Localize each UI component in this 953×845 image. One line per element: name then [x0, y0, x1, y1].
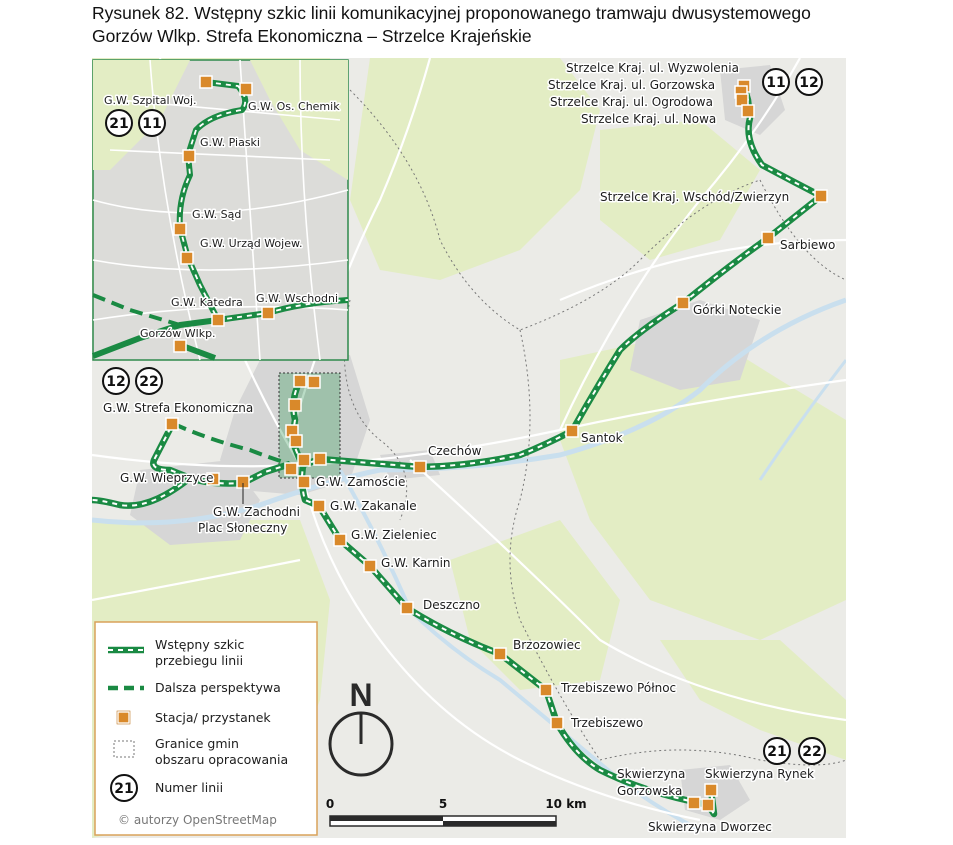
stop-inset-sad: [174, 223, 186, 235]
stop-inset-gorzow: [174, 340, 186, 352]
stop-gorki-noteckie: [677, 297, 689, 309]
legend-stop-swatch: [118, 712, 129, 723]
label-plac-sloneczny: Plac Słoneczny: [198, 521, 288, 535]
stop-zamoscie: [298, 476, 310, 488]
legend-border-label-2: obszaru opracowania: [155, 752, 289, 767]
label-chemik: G.W. Os. Chemik: [248, 100, 340, 113]
label-strzelce-ogrodowa: Strzelce Kraj. ul. Ogrodowa: [550, 95, 713, 109]
label-katedra: G.W. Katedra: [171, 296, 243, 309]
stop-deszczno: [401, 602, 413, 614]
scale-label-10: 10 km: [545, 797, 587, 811]
label-sad: G.W. Sąd: [192, 208, 242, 221]
scale-label-0: 0: [325, 797, 335, 811]
stop-strefa-ekonomiczna: [166, 418, 178, 430]
label-strzelce-nowa: Strzelce Kraj. ul. Nowa: [581, 112, 717, 126]
legend-future-label: Dalsza perspektywa: [155, 680, 281, 695]
stop-city-3: [289, 399, 301, 411]
legend-border-label: Granice gmin: [155, 736, 239, 751]
stop-strzelce-ogrodowa: [736, 94, 748, 106]
label-szpital: G.W. Szpital Woj.: [104, 94, 197, 107]
stop-strzelce-wschod: [815, 190, 827, 202]
legend-route-label: Wstępny szkic: [155, 637, 245, 652]
stop-karnin: [364, 560, 376, 572]
label-santok: Santok: [581, 431, 623, 445]
label-trzebiszewo-polnoc: Trzebiszewo Północ: [561, 681, 677, 695]
line-badge-number: 11: [142, 116, 162, 132]
label-skwierzyna-rynek: Skwierzyna Rynek: [705, 767, 814, 781]
stop-zieleniec: [334, 534, 346, 546]
stop-czechow: [414, 461, 426, 473]
label-skwierzyna-dworzec: Skwierzyna Dworzec: [648, 820, 772, 834]
stop-city-east: [314, 453, 326, 465]
stop-city-7: [285, 463, 297, 475]
label-gorki-noteckie: Górki Noteckie: [693, 303, 782, 317]
label-strefa-ekonomiczna: G.W. Strefa Ekonomiczna: [103, 401, 254, 415]
label-strzelce-gorzowska: Strzelce Kraj. ul. Gorzowska: [548, 78, 716, 92]
label-skwierzyna-gorzowska-1: Skwierzyna: [617, 767, 686, 781]
legend-route-label-2: przebiegu linii: [155, 653, 244, 668]
north-label: N: [349, 677, 373, 713]
stop-trzebiszewo-polnoc: [540, 684, 552, 696]
stop-inset-urzad: [181, 252, 193, 264]
stop-city-5: [290, 435, 302, 447]
label-sarbiewo: Sarbiewo: [780, 238, 836, 252]
label-czechow: Czechów: [428, 444, 482, 458]
stop-skwierzyna-dworzec: [702, 799, 714, 811]
label-skwierzyna-gorzowska-2: Gorzowska: [617, 784, 683, 798]
line-badge-number: 21: [109, 116, 129, 132]
stop-skwierzyna-rynek: [705, 784, 717, 796]
stop-city-2: [308, 376, 320, 388]
stop-city-1: [294, 375, 306, 387]
label-strzelce-wyzwolenia: Strzelce Kraj. ul. Wyzwolenia: [566, 61, 739, 75]
label-trzebiszewo: Trzebiszewo: [571, 716, 644, 730]
label-zieleniec: G.W. Zieleniec: [351, 528, 437, 542]
stop-sarbiewo: [762, 232, 774, 244]
stop-skwierzyna-gorzowska: [688, 797, 700, 809]
label-zachodni: G.W. Zachodni: [213, 505, 300, 519]
stop-city-6: [298, 454, 310, 466]
label-wschodni: G.W. Wschodni: [256, 292, 338, 305]
stop-strzelce-nowa: [742, 105, 754, 117]
label-brzozowiec: Brzozowiec: [513, 638, 581, 652]
label-gorzow: Gorzów Wlkp.: [140, 327, 216, 340]
label-piaski: G.W. Piaski: [200, 136, 260, 149]
scale-label-5: 5: [438, 797, 448, 811]
line-badge-number: 12: [106, 374, 126, 390]
stop-brzozowiec: [494, 648, 506, 660]
label-zakanale: G.W. Zakanale: [330, 499, 417, 513]
label-wieprzyce: G.W. Wieprzyce: [120, 471, 214, 485]
caption-line-1: Rysunek 82. Wstępny szkic linii komunikacyjnej proponowanego tramwaju dwusystemowego: [92, 3, 811, 23]
line-badge-number: 21: [767, 744, 787, 760]
stop-santok: [566, 425, 578, 437]
line-badge-number: 22: [139, 374, 159, 390]
legend-stop-label: Stacja/ przystanek: [155, 710, 271, 725]
line-badge-number: 12: [799, 75, 819, 91]
map-legend: [95, 622, 317, 835]
stop-inset-wschodni: [262, 307, 274, 319]
line-badge-number: 11: [766, 75, 786, 91]
caption-line-2: Gorzów Wlkp. Strefa Ekonomiczna – Strzelce Krajeńskie: [92, 26, 532, 46]
stop-inset-szpital: [200, 76, 212, 88]
stop-inset-piaski: [183, 150, 195, 162]
stop-inset-katedra: [212, 314, 224, 326]
label-strzelce-wschod: Strzelce Kraj. Wschód/Zwierzyn: [600, 190, 790, 204]
line-badge-number: 22: [802, 744, 822, 760]
stop-trzebiszewo: [551, 717, 563, 729]
label-urzad: G.W. Urząd Wojew.: [200, 237, 303, 250]
label-zamoscie: G.W. Zamoście: [316, 475, 406, 489]
legend-line-number-label: Numer linii: [155, 780, 224, 795]
label-karnin: G.W. Karnin: [381, 556, 451, 570]
legend-line-badge-number: 21: [114, 781, 134, 797]
stop-inset-chemik: [240, 83, 252, 95]
label-deszczno: Deszczno: [423, 598, 481, 612]
stop-zakanale: [313, 500, 325, 512]
map-credit: © autorzy OpenStreetMap: [118, 813, 277, 827]
